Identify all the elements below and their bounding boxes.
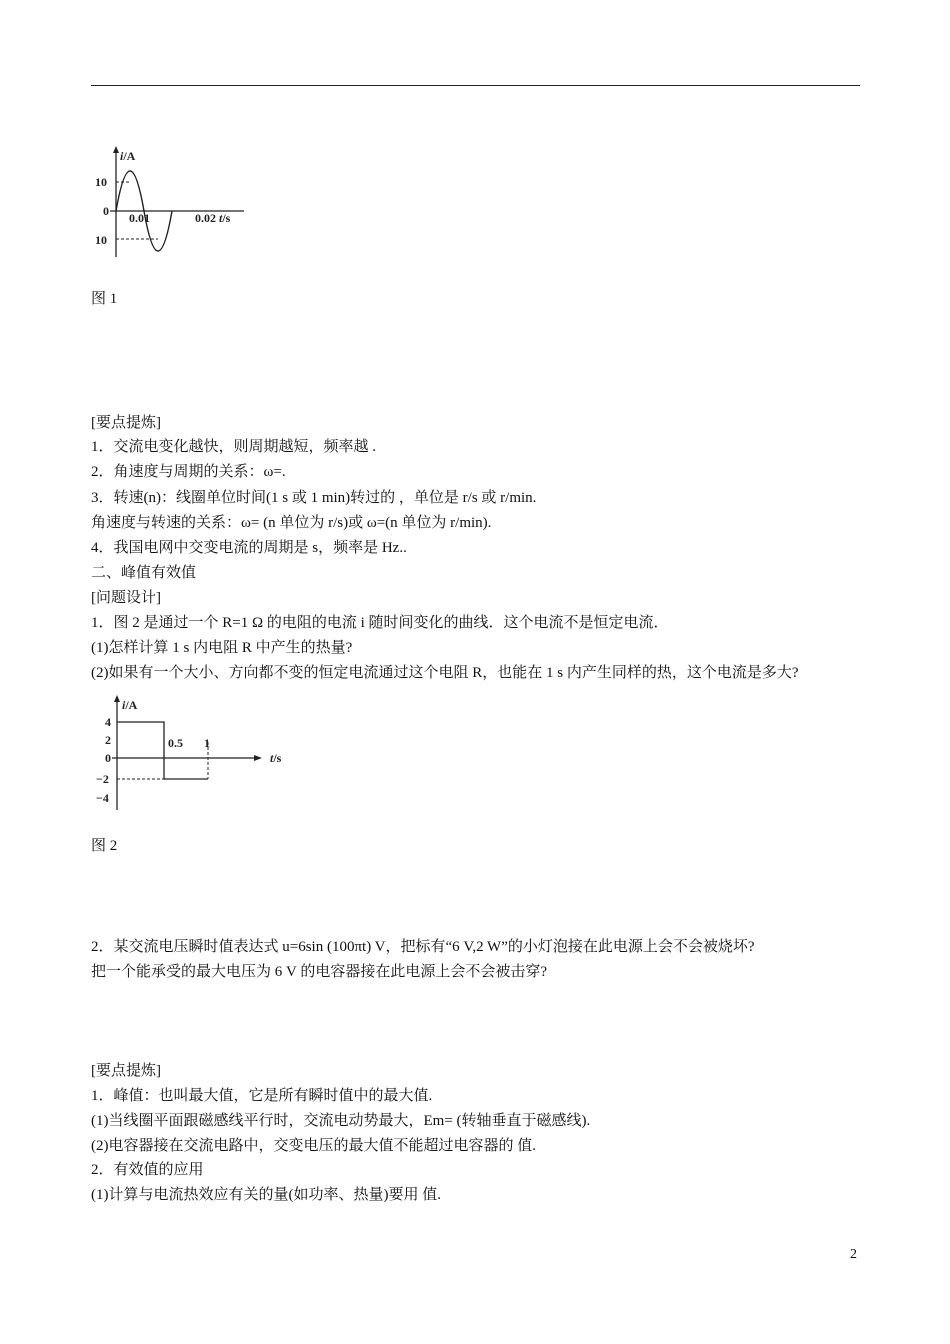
fig1-x-full: 0.02 [195, 211, 216, 225]
svg-text:i/A [120, 149, 136, 163]
fig1-x-var: t [219, 211, 223, 225]
section1-item4: 4．我国电网中交变电流的周期是 s，频率是 Hz.. [91, 540, 407, 556]
page-number: 2 [850, 1247, 857, 1262]
section1-item1: 1．交流电变化越快，则周期越短，频率越 . [91, 439, 377, 455]
question1: 1．图 2 是通过一个 R=1 Ω 的电阻的电流 i 随时间变化的曲线．这个电流不是恒定电流． [91, 615, 669, 631]
section1-item3b: 角速度与转速的关系：ω= (n 单位为 r/s)或 ω=(n 单位为 r/min). [91, 515, 492, 531]
fig2-y-tick-2: 2 [105, 733, 111, 747]
section1-heading: [要点提炼] [91, 415, 161, 431]
section2-title: 二、峰值有效值 [91, 565, 197, 581]
fig1-x-half: 0.01 [129, 211, 150, 225]
fig2-x-var: t [270, 751, 274, 765]
section3-item1: 1．峰值：也叫最大值，它是所有瞬时值中的最大值. [91, 1088, 433, 1104]
fig1-y-top: 10 [95, 175, 107, 189]
fig2-y-tick-neg2: −2 [96, 772, 109, 786]
section3-item1b: (2)电容器接在交流电路中，交变电压的最大值不能超过电容器的 值. [91, 1138, 536, 1154]
section3-item2: 2．有效值的应用 [91, 1162, 204, 1178]
question1-part2: (2)如果有一个大小、方向都不变的恒定电流通过这个电阻 R，也能在 1 s 内产生同样的热，这个电流是多大? [91, 665, 799, 681]
fig1-x-unit: /s [222, 211, 231, 225]
figure-1-sine-graph [92, 143, 252, 263]
question2-line1: 2．某交流电压瞬时值表达式 u=6sin (100πt) V，把标有“6 V,2 W”的小灯泡接在此电源上会不会被烧坏? [91, 939, 755, 955]
fig2-ylabel-unit: /A [125, 698, 138, 712]
fig2-x-unit: /s [273, 751, 282, 765]
fig2-ylabel-var: i [122, 698, 126, 712]
question2-line2: 把一个能承受的最大电压为 6 V 的电容器接在此电源上会不会被击穿? [91, 964, 547, 980]
fig1-ylabel-unit: /A [123, 149, 136, 163]
figure-2-caption: 图 2 [91, 838, 118, 854]
svg-text:t/s [270, 751, 282, 765]
section1-item3: 3．转速(n)：线圈单位时间(1 s 或 1 min)转过的 ，单位是 r/s 或 r/min. [91, 490, 537, 506]
fig2-x-full: 1 [204, 736, 210, 750]
fig1-y-zero: 0 [103, 204, 109, 218]
section1-item2: 2．角速度与周期的关系：ω=. [91, 464, 286, 480]
svg-text:0.02 t/s [195, 211, 231, 225]
fig2-y-tick-4: 4 [105, 715, 111, 729]
fig2-y-tick-neg4: −4 [96, 791, 109, 805]
problem-design-heading: [问题设计] [91, 590, 161, 606]
question1-part1: (1)怎样计算 1 s 内电阻 R 中产生的热量? [91, 640, 353, 656]
fig1-y-bottom: 10 [95, 233, 107, 247]
header-rule [91, 85, 860, 86]
section3-item1a: (1)当线圈平面跟磁感线平行时，交流电动势最大，Em= (转轴垂直于磁感线). [91, 1113, 591, 1129]
section3-heading: [要点提炼] [91, 1063, 161, 1079]
fig1-ylabel-var: i [120, 149, 124, 163]
section3-item2a: (1)计算与电流热效应有关的量(如功率、热量)要用 值. [91, 1187, 441, 1203]
svg-text:i/A [122, 698, 138, 712]
fig2-x-half: 0.5 [168, 736, 183, 750]
figure-2-square-wave-graph [92, 692, 302, 817]
fig2-y-tick-0: 0 [105, 751, 111, 765]
figure-1-caption: 图 1 [91, 291, 118, 307]
